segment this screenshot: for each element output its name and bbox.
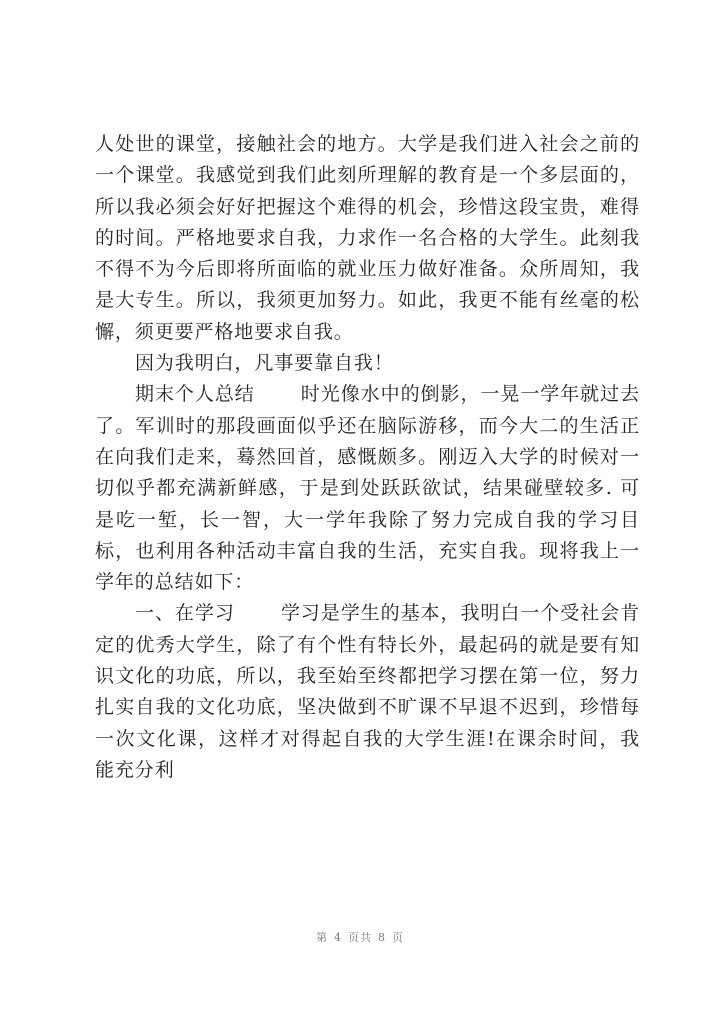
page-number-current: 4 — [334, 931, 342, 944]
page-footer — [0, 929, 720, 945]
paragraph-study-text: 学习是学生的基本，我明白一个受社会肯定的优秀大学生，除了有个性有特长外，最起码的就是要有知识文化的功底，所以，我至始至终都把学习摆在第一位，努力扎实自我的文化功底，坚决做到不旷课不早退不迟到，珍惜每一次文化课，这样才对得起自我的大学生涯!在课余时间，我能充分利 — [95, 602, 640, 781]
footer-middle: 页共 — [348, 931, 372, 944]
section-heading-study: 一、在学习 — [135, 602, 235, 625]
section-heading-term-summary: 期末个人总结 — [135, 383, 255, 406]
footer-prefix: 第 — [316, 931, 328, 944]
footer-suffix: 页 — [392, 931, 404, 944]
paragraph-term-summary — [95, 379, 640, 598]
document-body — [95, 129, 640, 786]
page-number-total: 8 — [378, 931, 386, 944]
paragraph-study — [95, 598, 640, 786]
paragraph-continued: 人处世的课堂，接触社会的地方。大学是我们进入社会之前的一个课堂。我感觉到我们此刻所理解的教育是一个多层面的，所以我必须会好好把握这个难得的机会，珍惜这段宝贵，难得的时间。严格地要求自我，力求作一名合格的大学生。此刻我不得不为今后即将所面临的就业压力做好准备。众所周知，我是大专生。所以，我须更加努力。如此，我更不能有丝毫的松懈，须更要严格地要求自我。 — [95, 133, 640, 343]
paragraph-term-summary-text: 时光像水中的倒影，一晃一学年就过去了。军训时的那段画面似乎还在脑际游移，而今大二的生活正在向我们走来，蓦然回首，感慨颇多。刚迈入大学的时候对一切似乎都充满新鲜感，于是到处跃跃欲试，结果碰壁较多. 可是吃一堑，长一智，大一学年我除了努力完成自我的学习目标，也利用各种活动丰富自我的生活，充实自我。现将我上一学年的总结如下： — [95, 383, 640, 594]
paragraph-statement: 因为我明白，凡事要靠自我！ — [135, 352, 394, 375]
